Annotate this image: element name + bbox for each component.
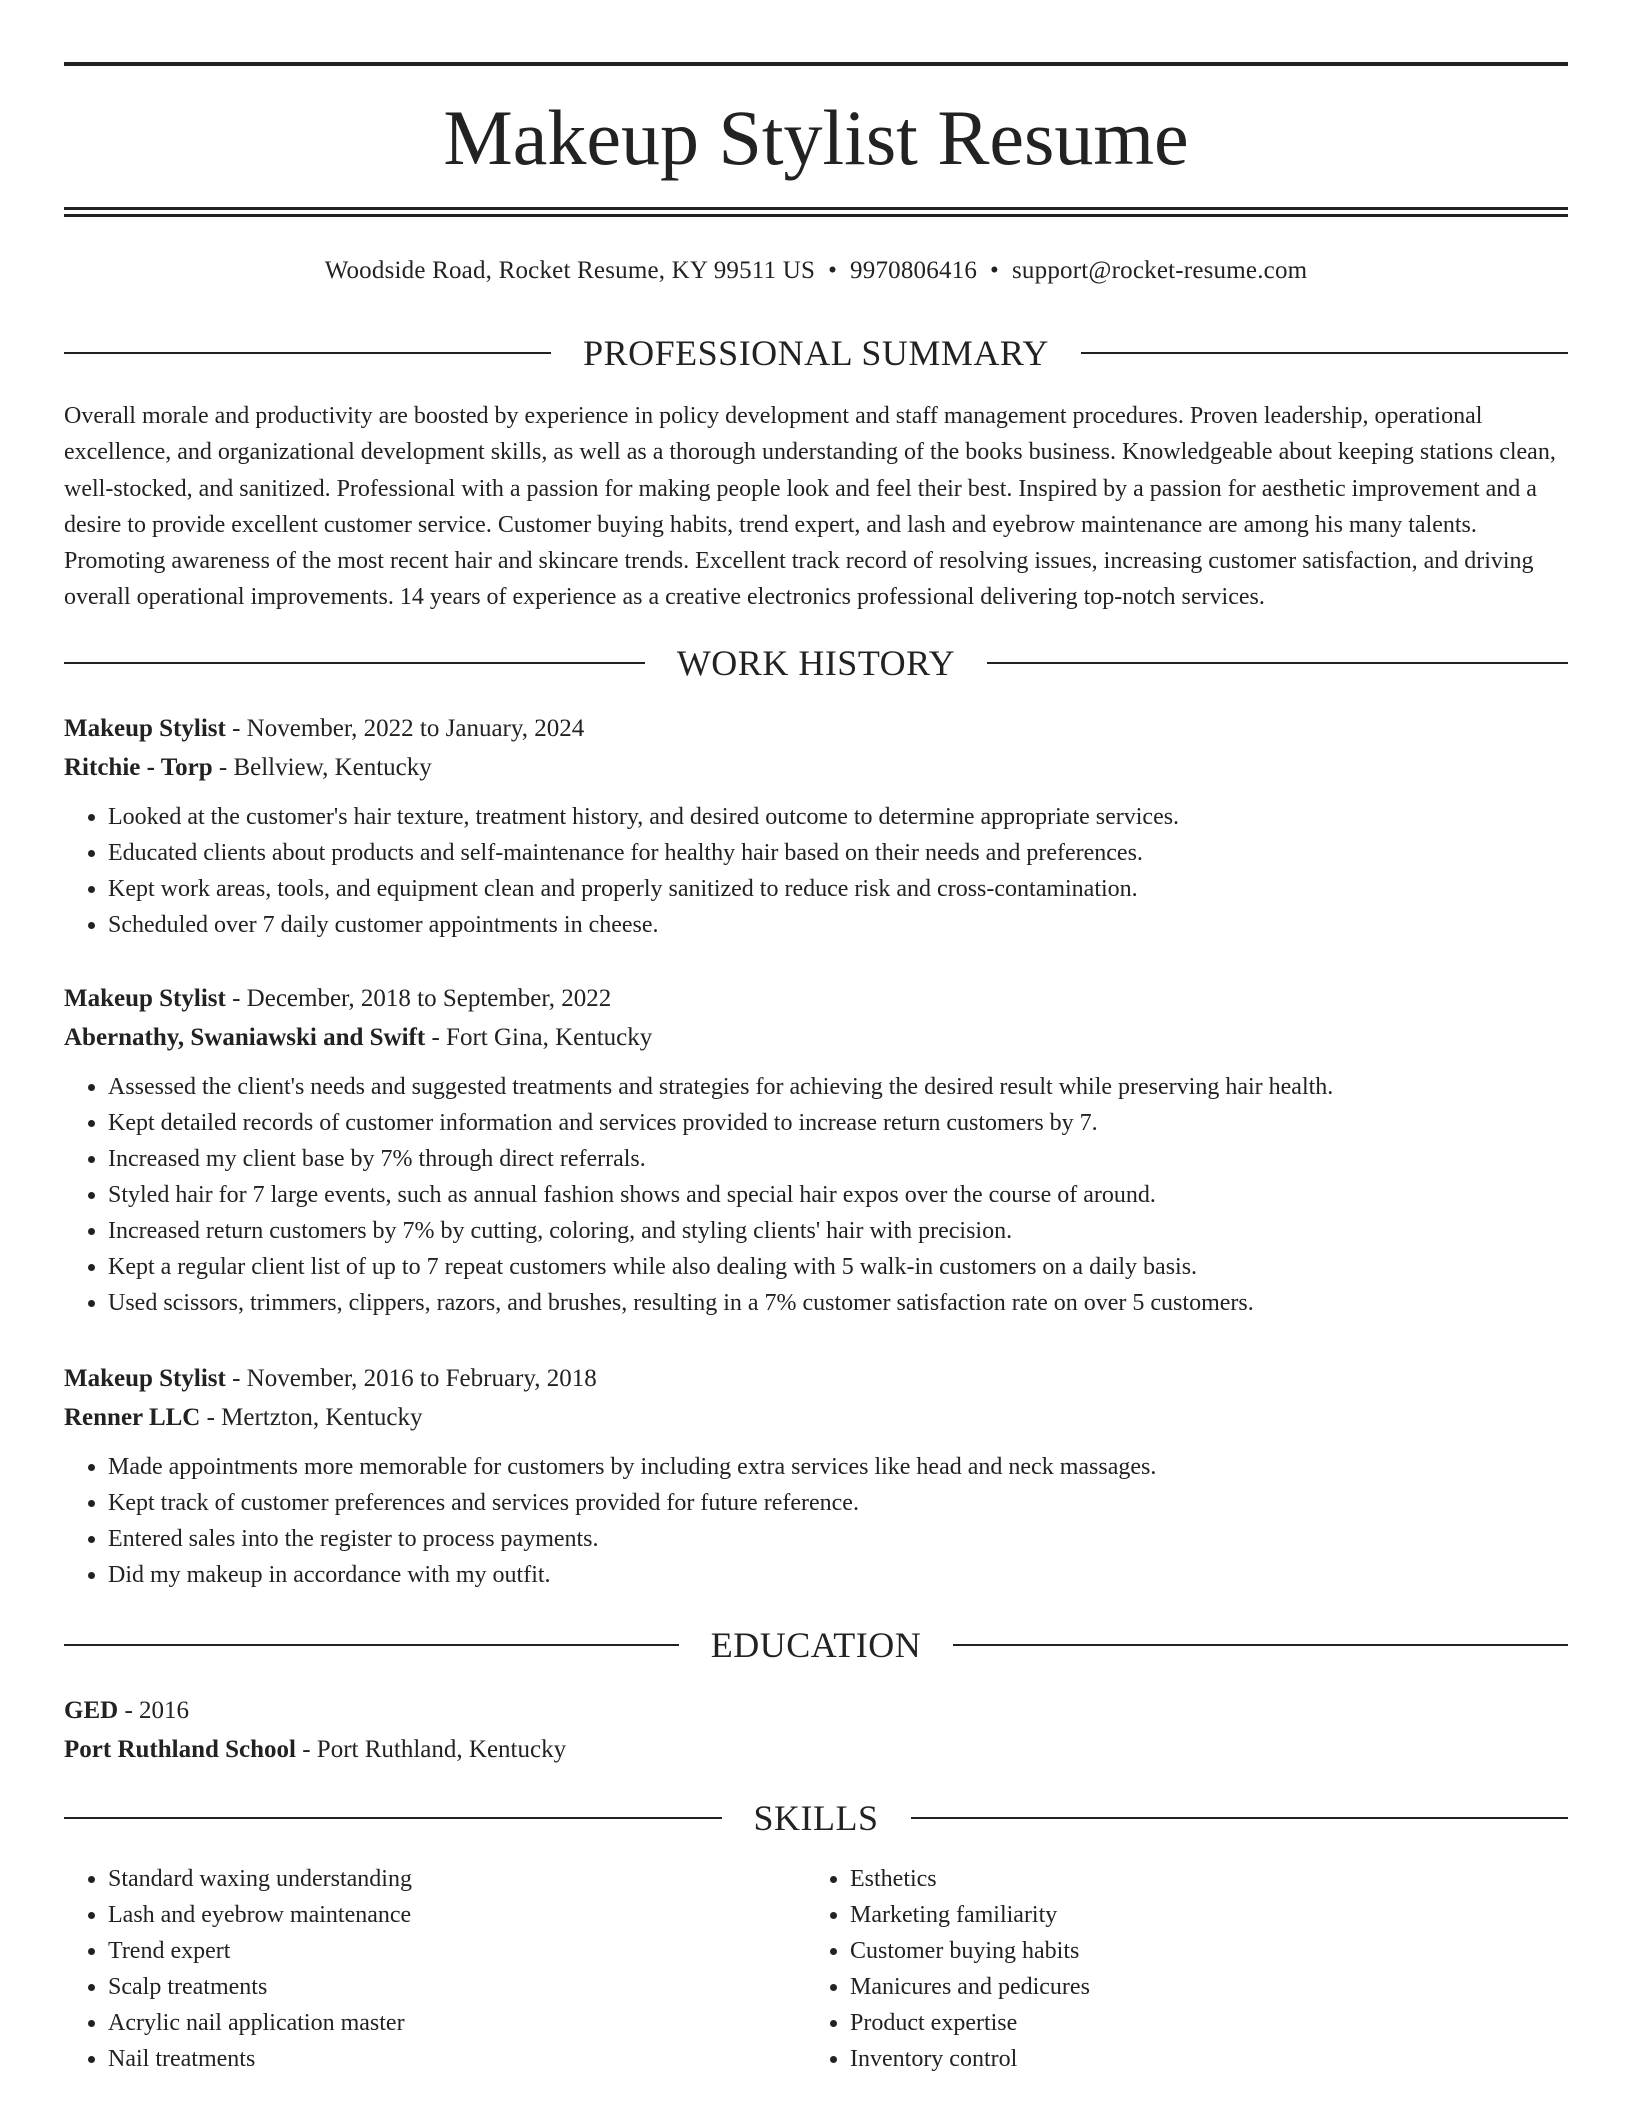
job-location: - Fort Gina, Kentucky xyxy=(425,1024,653,1051)
top-rule xyxy=(64,62,1568,66)
contact-address: Woodside Road, Rocket Resume, KY 99511 US xyxy=(324,257,816,284)
job-title: Makeup Stylist xyxy=(64,715,226,742)
job-entry xyxy=(64,1360,1568,1593)
job-bullet: • Kept a regular client list of up to 7 repeat customers while also dealing with 5 walk-in customers on a daily basis. xyxy=(108,1249,1568,1285)
job-bullet: • Kept work areas, tools, and equipment clean and properly sanitized to reduce risk and cross-contamination. xyxy=(108,871,1568,907)
section-heading-work-history xyxy=(64,641,1568,685)
job-dates: - November, 2022 to January, 2024 xyxy=(225,715,585,742)
job-title: Makeup Stylist xyxy=(64,1365,226,1392)
section-heading-label: SKILLS xyxy=(753,1798,879,1838)
summary-paragraph: Overall morale and productivity are boosted by experience in policy development and staff management procedures. Proven leadership, operational excellence, and organizational development skills, as well as a thorough understanding of the books business. Knowledgeable about keeping stations clean, well-stocked, and sanitized. Professional with a passion for making people look and feel their best. Inspired by a passion for aesthetic improvement and a desire to provide excellent customer service. Customer buying habits, trend expert, and lash and eyebrow maintenance are among his many talents. Promoting awareness of the most recent hair and skincare trends. Excellent track record of resolving issues, increasing customer satisfaction, and driving overall operational improvements. 14 years of experience as a creative electronics professional delivering top-notch services. xyxy=(64,403,1556,611)
contact-line xyxy=(64,253,1568,289)
skill-item: • Standard waxing understanding xyxy=(108,1861,762,1897)
skill-item: • Nail treatments xyxy=(108,2041,762,2077)
job-title-line xyxy=(64,710,1568,748)
skills-column-left xyxy=(64,1861,762,2077)
skill-item: • Esthetics xyxy=(850,1861,1504,1897)
education-entry xyxy=(64,1692,1568,1769)
heading-rule-left xyxy=(64,662,645,664)
section-heading-label: WORK HISTORY xyxy=(676,643,956,683)
skill-item: • Manicures and pedicures xyxy=(850,1969,1504,2005)
job-dates: - November, 2016 to February, 2018 xyxy=(225,1365,597,1392)
section-heading-summary xyxy=(64,331,1568,375)
job-bullet: • Educated clients about products and self-maintenance for healthy hair based on their needs and preferences. xyxy=(108,835,1568,871)
job-entry xyxy=(64,980,1568,1321)
title-double-rule xyxy=(64,207,1568,217)
job-company: Ritchie - Torp xyxy=(64,754,213,781)
contact-phone: 9970806416 xyxy=(850,257,978,284)
job-bullet: • Scheduled over 7 daily customer appointments in cheese. xyxy=(108,907,1568,943)
job-location: - Mertzton, Kentucky xyxy=(200,1404,423,1431)
heading-rule-left xyxy=(64,1817,722,1819)
job-title-line xyxy=(64,1360,1568,1398)
education-school: Port Ruthland School xyxy=(64,1736,296,1763)
job-bullet: • Kept track of customer preferences and services provided for future reference. xyxy=(108,1485,1568,1521)
job-bullet: • Entered sales into the register to process payments. xyxy=(108,1521,1568,1557)
job-entry xyxy=(64,710,1568,943)
education-degree: GED xyxy=(64,1697,119,1724)
section-heading-label: PROFESSIONAL SUMMARY xyxy=(583,333,1049,373)
heading-rule-right xyxy=(987,662,1568,664)
heading-rule-right xyxy=(1081,352,1568,354)
section-heading-education xyxy=(64,1623,1568,1667)
job-bullets xyxy=(64,1449,1568,1593)
skills-list xyxy=(64,1861,1568,2077)
job-location: - Bellview, Kentucky xyxy=(212,754,432,781)
education-location: - Port Ruthland, Kentucky xyxy=(295,1736,567,1763)
job-dates: - December, 2018 to September, 2022 xyxy=(225,985,612,1012)
education-degree-line xyxy=(64,1692,1568,1730)
job-title: Makeup Stylist xyxy=(64,985,226,1012)
section-heading-skills xyxy=(64,1796,1568,1840)
heading-rule-right xyxy=(953,1644,1568,1646)
resume-title: Makeup Stylist Resume xyxy=(443,94,1189,181)
job-bullet: • Increased my client base by 7% through direct referrals. xyxy=(108,1141,1568,1177)
contact-separator: • xyxy=(828,257,838,284)
heading-rule-right xyxy=(911,1817,1569,1819)
skill-item: • Scalp treatments xyxy=(108,1969,762,2005)
skill-item: • Product expertise xyxy=(850,2005,1504,2041)
job-bullet: • Used scissors, trimmers, clippers, razors, and brushes, resulting in a 7% customer satisfaction rate on over 5 customers. xyxy=(108,1285,1568,1321)
job-company-line xyxy=(64,1019,1568,1057)
education-year: - 2016 xyxy=(118,1697,190,1724)
contact-email: support@rocket-resume.com xyxy=(1012,257,1308,284)
skills-column-right xyxy=(806,1861,1504,2077)
skill-item: • Marketing familiarity xyxy=(850,1897,1504,1933)
skill-item: • Acrylic nail application master xyxy=(108,2005,762,2041)
job-bullets xyxy=(64,1069,1568,1321)
job-bullets xyxy=(64,799,1568,943)
job-bullet: • Styled hair for 7 large events, such as annual fashion shows and special hair expos over the course of around. xyxy=(108,1177,1568,1213)
contact-separator: • xyxy=(990,257,999,284)
job-bullet: • Made appointments more memorable for customers by including extra services like head and neck massages. xyxy=(108,1449,1568,1485)
job-title-line xyxy=(64,980,1568,1018)
skill-item: • Customer buying habits xyxy=(850,1933,1504,1969)
section-heading-label: EDUCATION xyxy=(710,1625,922,1665)
job-company-line xyxy=(64,1399,1568,1437)
job-bullet: • Kept detailed records of customer information and services provided to increase return customers by 7. xyxy=(108,1105,1568,1141)
skill-item: • Trend expert xyxy=(108,1933,762,1969)
job-bullet: • Did my makeup in accordance with my outfit. xyxy=(108,1557,1568,1593)
job-company: Renner LLC xyxy=(64,1404,201,1431)
heading-rule-left xyxy=(64,1644,679,1646)
job-bullet: • Looked at the customer's hair texture, treatment history, and desired outcome to determine appropriate services. xyxy=(108,799,1568,835)
skill-item: • Inventory control xyxy=(850,2041,1504,2077)
job-company: Abernathy, Swaniawski and Swift xyxy=(64,1024,426,1051)
heading-rule-left xyxy=(64,352,551,354)
job-bullet: • Assessed the client's needs and suggested treatments and strategies for achieving the desired result while preserving hair health. xyxy=(108,1069,1568,1105)
education-school-line xyxy=(64,1731,1568,1769)
skill-item: • Lash and eyebrow maintenance xyxy=(108,1897,762,1933)
job-bullet: • Increased return customers by 7% by cutting, coloring, and styling clients' hair with precision. xyxy=(108,1213,1568,1249)
job-company-line xyxy=(64,749,1568,787)
